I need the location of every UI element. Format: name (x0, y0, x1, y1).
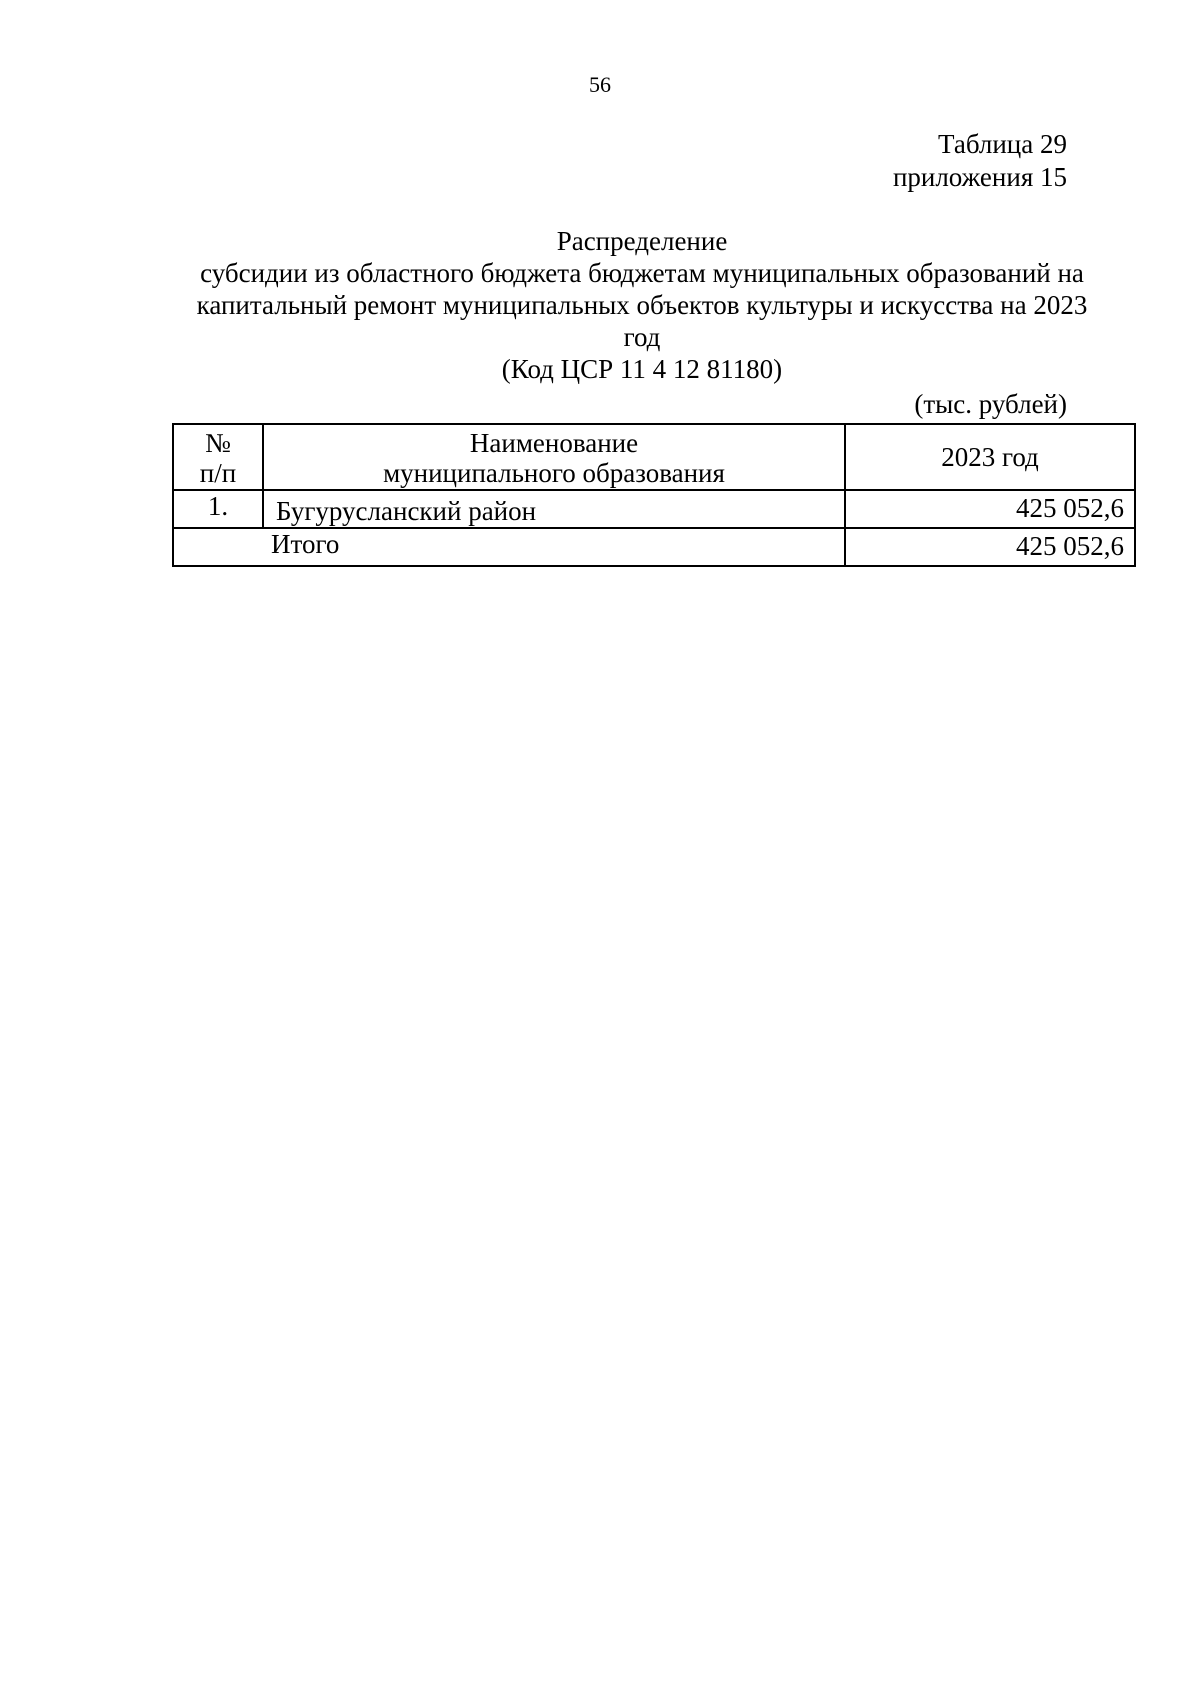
header-name (263, 424, 845, 490)
table-header-row (173, 424, 1135, 490)
header-number-symbol: № (205, 428, 231, 458)
page-number: 56 (589, 72, 611, 97)
table-total-row (173, 528, 1135, 566)
header-year: 2023 год (845, 424, 1135, 490)
title-line-4: год (623, 322, 661, 352)
distribution-table (172, 423, 1136, 567)
row-value: 425 052,6 (845, 490, 1135, 528)
title-line-2: субсидии из областного бюджета бюджетам муниципальных образований на (200, 258, 1084, 288)
total-label: Итого (173, 528, 845, 566)
header-name-line-2: муниципального образования (383, 458, 725, 488)
header-name-line-1: Наименование (469, 428, 639, 458)
document-title (172, 225, 1112, 385)
title-line-3: капитальный ремонт муниципальных объектов культуры и искусства на 2023 (196, 290, 1088, 320)
row-number: 1. (173, 490, 263, 528)
table-ref-number: Таблица 29 (938, 129, 1067, 159)
table-ref-appendix: приложения 15 (892, 162, 1067, 192)
header-number-pp: п/п (199, 458, 237, 488)
table-reference (893, 128, 1067, 194)
title-code: (Код ЦСР 11 4 12 81180) (501, 354, 783, 384)
unit-label: (тыс. рублей) (914, 389, 1067, 419)
total-value: 425 052,6 (845, 528, 1135, 566)
title-line-1: Распределение (556, 226, 728, 256)
header-number (173, 424, 263, 490)
table-row (173, 490, 1135, 528)
row-municipality-name: Бугурусланский район (263, 490, 845, 528)
